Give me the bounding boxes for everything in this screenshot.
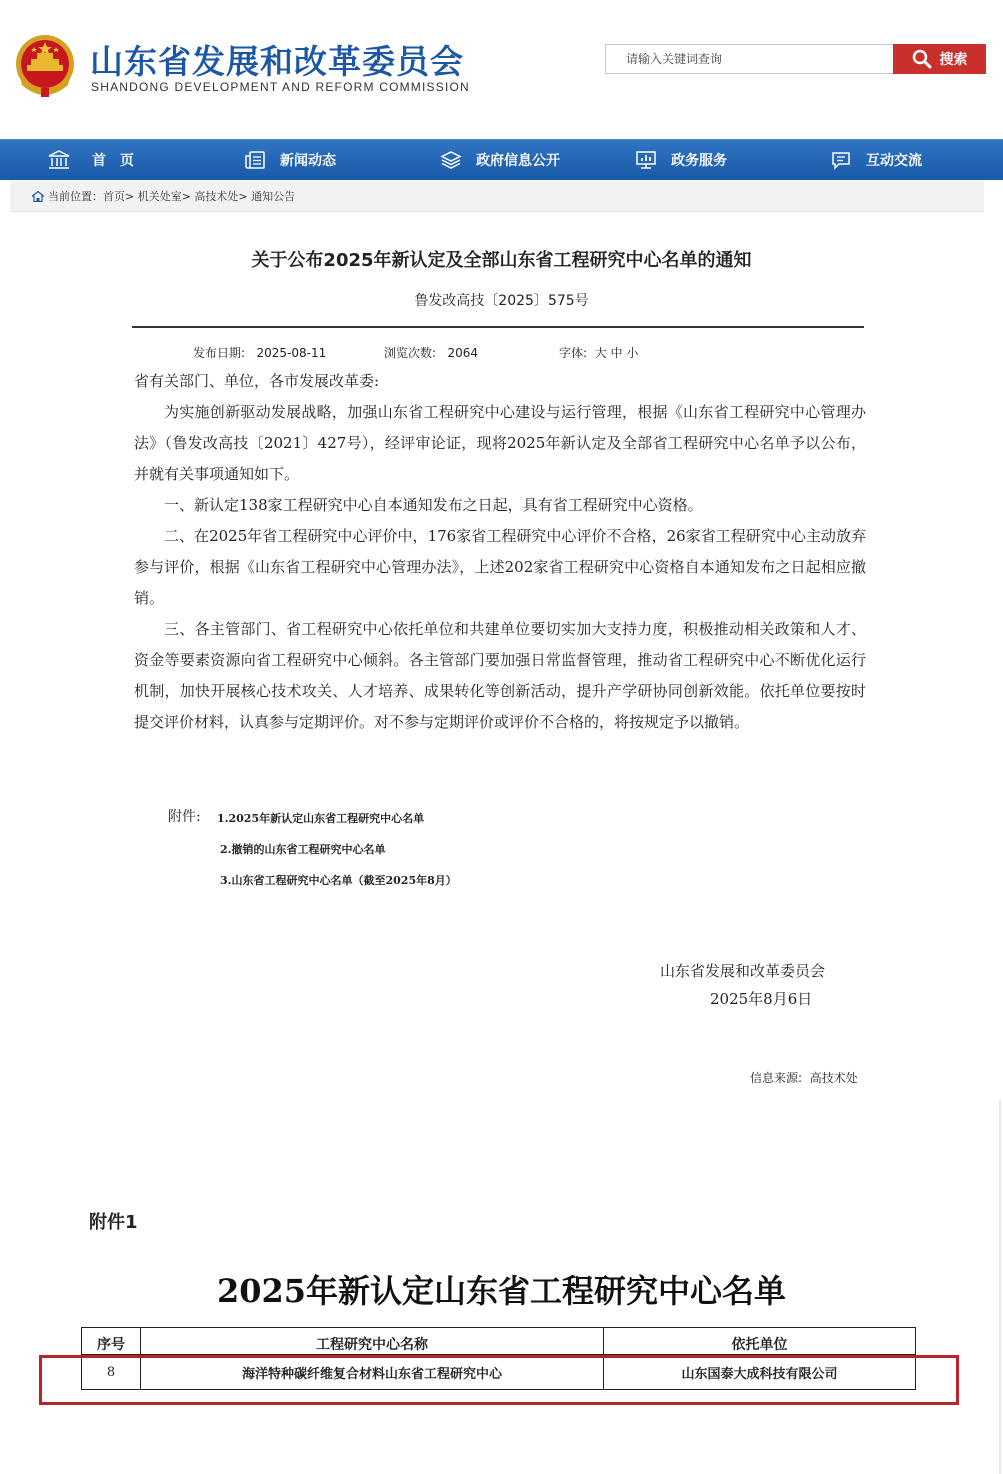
publish-date-value: 2025-08-11 xyxy=(256,346,327,360)
view-count xyxy=(384,344,478,361)
nav-item-label: 首 页 xyxy=(92,153,134,169)
view-count-label: 浏览次数: xyxy=(384,346,437,360)
search-button-label: 搜索 xyxy=(939,52,968,68)
paragraph: 为实施创新驱动发展战略，加强山东省工程研究中心建设与运行管理，根据《山东省工程研究中心管理办法》（鲁发改高技〔2021〕427号），经评审论证，现将2025年新认定及全部省工程研究中心名单予以公布，并就有关事项通知如下。 xyxy=(134,403,866,483)
annex-label: 附件1 xyxy=(89,1212,138,1233)
nav-item-gov-info[interactable] xyxy=(440,140,560,180)
highlight-box xyxy=(39,1355,959,1405)
attachment-link[interactable]: 1.2025年新认定山东省工程研究中心名单 xyxy=(217,812,425,825)
nav-item-label: 政府信息公开 xyxy=(476,153,560,169)
paragraph: 一、新认定138家工程研究中心自本通知发布之日起，具有省工程研究中心资格。 xyxy=(164,496,703,514)
salutation: 省有关部门、单位，各市发展改革委: xyxy=(134,372,380,390)
info-source-value: 高技术处 xyxy=(809,1071,858,1085)
chat-icon xyxy=(830,150,852,170)
attachment-link[interactable]: 3.山东省工程研究中心名单（截至2025年8月） xyxy=(220,874,457,887)
search-input[interactable] xyxy=(605,44,893,74)
cell-index: 8 xyxy=(82,1355,141,1390)
article-title: 关于公布2025年新认定及全部山东省工程研究中心名单的通知 xyxy=(251,250,752,271)
font-size-label: 字体: xyxy=(559,346,588,360)
column-header-center-name: 工程研究中心名称 xyxy=(141,1328,604,1355)
attachment-link[interactable]: 2.撤销的山东省工程研究中心名单 xyxy=(220,843,386,856)
attachments-label: 附件: xyxy=(168,809,201,825)
view-count-value: 2064 xyxy=(447,346,479,360)
info-source-label: 信息来源: xyxy=(750,1071,803,1085)
paragraph: 三、各主管部门、省工程研究中心依托单位和共建单位要切实加大支持力度，积极推动相关政策和人才、资金等要素资源向省工程研究中心倾斜。各主管部门要加强日常监督管理，推动省工程研究中心不断优化运行机制，加快开展核心技术攻关、人才培养、成果转化等创新活动，提升产学研协同创新效能。依托单位要按时提交评价材料，认真参与定期评价。对不参与定期评价或评价不合格的，将按规定予以撤销。 xyxy=(134,620,866,731)
column-header-index: 序号 xyxy=(82,1328,141,1355)
publish-date xyxy=(193,344,326,361)
site-header xyxy=(0,0,1003,138)
main-nav xyxy=(0,139,1003,180)
nav-item-interaction[interactable] xyxy=(830,140,922,180)
nav-item-label: 新闻动态 xyxy=(280,153,336,169)
annex-title: 2025年新认定山东省工程研究中心名单 xyxy=(216,1272,787,1310)
nav-item-home[interactable] xyxy=(48,140,134,180)
layers-icon xyxy=(440,150,462,170)
signature-date: 2025年8月6日 xyxy=(710,990,813,1008)
breadcrumb-prefix: 当前位置： xyxy=(48,190,103,203)
building-icon xyxy=(48,150,70,170)
article-body xyxy=(134,366,866,738)
search-icon xyxy=(912,49,932,69)
paragraph: 二、在2025年省工程研究中心评价中，176家省工程研究中心评价不合格，26家省工程研究中心主动放弃参与评价，根据《山东省工程研究中心管理办法》，上述202家省工程研究中心资格自本通知发布之日起相应撤销。 xyxy=(134,527,866,607)
national-emblem-icon[interactable] xyxy=(13,33,77,99)
table-header-row xyxy=(82,1328,916,1355)
document-number: 鲁发改高技〔2025〕575号 xyxy=(414,293,589,309)
info-source xyxy=(750,1069,858,1086)
signature-org: 山东省发展和改革委员会 xyxy=(660,962,826,980)
publish-date-label: 发布日期: xyxy=(193,346,246,360)
home-icon xyxy=(32,191,44,202)
nav-item-label: 政务服务 xyxy=(671,153,727,169)
font-size-options[interactable]: 大 中 小 xyxy=(594,346,639,360)
breadcrumb xyxy=(10,181,984,212)
column-header-host-unit: 依托单位 xyxy=(604,1328,916,1355)
news-icon xyxy=(244,150,266,170)
site-name-english: SHANDONG DEVELOPMENT AND REFORM COMMISSION xyxy=(91,80,470,94)
cell-center-name: 海洋特种碳纤维复合材料山东省工程研究中心 xyxy=(141,1355,604,1390)
font-size-selector xyxy=(559,344,638,361)
cell-host-unit: 山东国泰大成科技有限公司 xyxy=(604,1355,916,1390)
title-divider xyxy=(132,326,864,328)
site-name[interactable]: 山东省发展和改革委员会 xyxy=(90,42,464,81)
nav-item-news[interactable] xyxy=(244,140,336,180)
search-button[interactable] xyxy=(893,44,986,74)
monitor-chart-icon xyxy=(635,150,657,170)
nav-item-label: 互动交流 xyxy=(866,153,922,169)
breadcrumb-path[interactable]: 首页> 机关处室> 高技术处> 通知公告 xyxy=(103,190,296,203)
nav-item-services[interactable] xyxy=(635,140,727,180)
